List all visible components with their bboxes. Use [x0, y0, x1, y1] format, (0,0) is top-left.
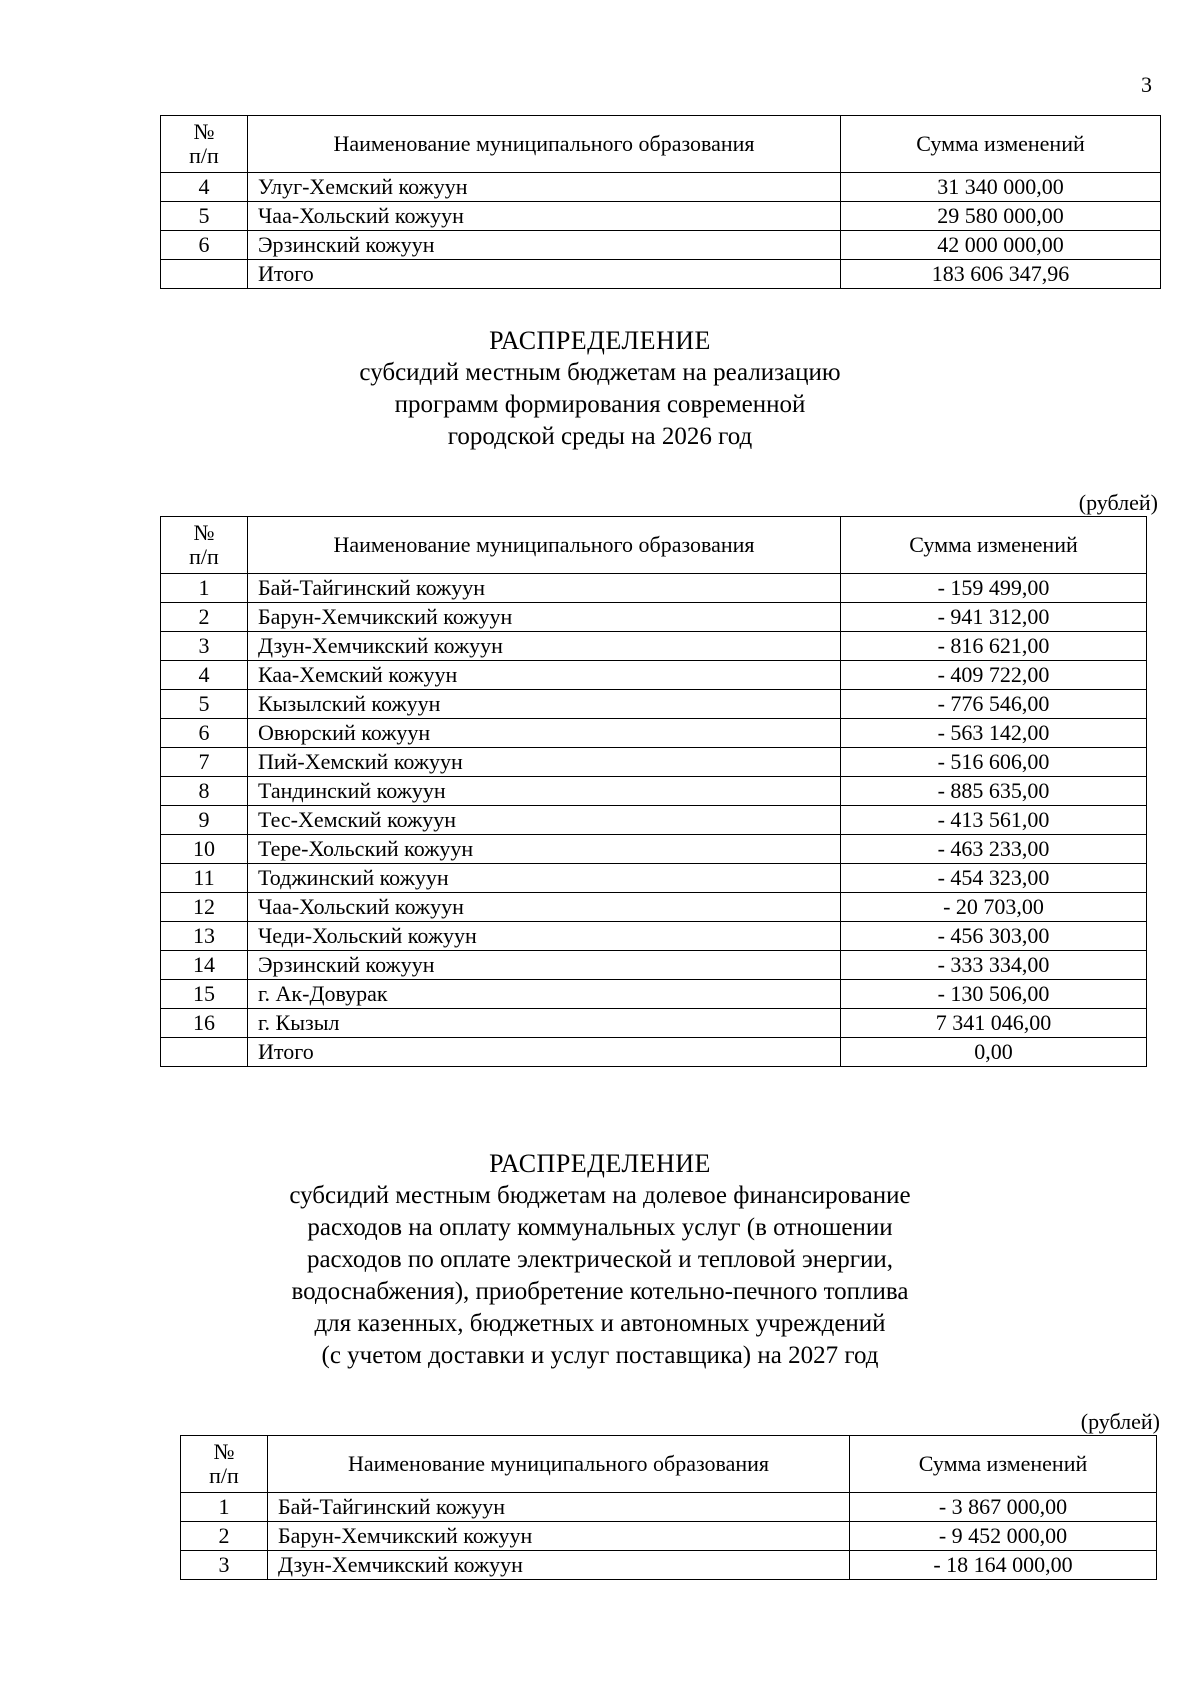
table-row	[181, 1551, 1157, 1580]
row-number	[161, 1038, 248, 1067]
table-row	[161, 922, 1147, 951]
row-number: 2	[161, 603, 248, 632]
row-sum: - 18 164 000,00	[850, 1551, 1157, 1580]
section3-heading	[0, 1148, 1200, 1372]
row-number: 16	[161, 1009, 248, 1038]
row-sum: 42 000 000,00	[841, 231, 1161, 260]
table-2027	[180, 1435, 1157, 1580]
row-name: Чеди-Хольский кожуун	[248, 922, 841, 951]
row-number: 1	[181, 1493, 268, 1522]
col-name-header: Наименование муниципального образования	[268, 1436, 850, 1493]
row-sum: - 516 606,00	[841, 748, 1147, 777]
total-row	[161, 260, 1161, 289]
table-header-row	[181, 1436, 1157, 1493]
row-sum: - 9 452 000,00	[850, 1522, 1157, 1551]
section3-units: (рублей)	[1080, 1409, 1160, 1434]
total-row	[161, 1038, 1147, 1067]
table-2026	[160, 516, 1147, 1067]
table-row	[161, 719, 1147, 748]
row-name: Тандинский кожуун	[248, 777, 841, 806]
table-row	[181, 1493, 1157, 1522]
row-number: 14	[161, 951, 248, 980]
section3-line: расходов по оплате электрической и тепловой энергии,	[306, 1246, 894, 1273]
row-name: Кызылский кожуун	[248, 690, 841, 719]
row-number: 15	[161, 980, 248, 1009]
col-number-header: № п/п	[161, 517, 248, 574]
section2-units: (рублей)	[1078, 490, 1158, 515]
row-name: Улуг-Хемский кожуун	[248, 173, 841, 202]
table-row	[161, 748, 1147, 777]
table-row	[161, 1009, 1147, 1038]
row-sum: - 3 867 000,00	[850, 1493, 1157, 1522]
row-name: Эрзинский кожуун	[248, 951, 841, 980]
row-number: 11	[161, 864, 248, 893]
row-name: Тоджинский кожуун	[248, 864, 841, 893]
section3-title: РАСПРЕДЕЛЕНИЕ	[489, 1149, 711, 1178]
row-sum: - 333 334,00	[841, 951, 1147, 980]
col-name-header: Наименование муниципального образования	[248, 517, 841, 574]
row-sum: 31 340 000,00	[841, 173, 1161, 202]
col-sum-header: Сумма изменений	[841, 517, 1147, 574]
table-continuation	[160, 115, 1161, 289]
row-number: 3	[161, 632, 248, 661]
row-number: 9	[161, 806, 248, 835]
section3-line: расходов на оплату коммунальных услуг (в отношении	[307, 1214, 893, 1241]
row-sum: - 885 635,00	[841, 777, 1147, 806]
row-number: 4	[161, 661, 248, 690]
total-sum: 0,00	[841, 1038, 1147, 1067]
table-row	[161, 893, 1147, 922]
table-row	[161, 806, 1147, 835]
row-number: 5	[161, 202, 248, 231]
row-sum: 7 341 046,00	[841, 1009, 1147, 1038]
section2-title: РАСПРЕДЕЛЕНИЕ	[489, 326, 711, 355]
section3-line: субсидий местным бюджетам на долевое финансирование	[289, 1182, 911, 1209]
section2-line: субсидий местным бюджетам на реализацию	[359, 359, 841, 386]
table-row	[161, 603, 1147, 632]
row-name: Бай-Тайгинский кожуун	[268, 1493, 850, 1522]
table-row	[161, 202, 1161, 231]
row-name: Барун-Хемчикский кожуун	[248, 603, 841, 632]
row-sum: 29 580 000,00	[841, 202, 1161, 231]
row-sum: - 413 561,00	[841, 806, 1147, 835]
col-number-header: № п/п	[161, 116, 248, 173]
row-number: 2	[181, 1522, 268, 1551]
row-sum: - 816 621,00	[841, 632, 1147, 661]
section2-line: программ формирования современной	[394, 391, 806, 418]
row-sum: - 941 312,00	[841, 603, 1147, 632]
total-label: Итого	[248, 260, 841, 289]
row-sum: - 20 703,00	[841, 893, 1147, 922]
row-name: Овюрский кожуун	[248, 719, 841, 748]
table-row	[161, 173, 1161, 202]
total-label: Итого	[248, 1038, 841, 1067]
row-name: Каа-Хемский кожуун	[248, 661, 841, 690]
row-sum: - 463 233,00	[841, 835, 1147, 864]
row-number: 6	[161, 719, 248, 748]
row-sum: - 130 506,00	[841, 980, 1147, 1009]
row-number: 8	[161, 777, 248, 806]
row-number: 3	[181, 1551, 268, 1580]
table-header-row	[161, 517, 1147, 574]
row-name: Дзун-Хемчикский кожуун	[248, 632, 841, 661]
row-number: 4	[161, 173, 248, 202]
table-row	[161, 690, 1147, 719]
row-sum: - 563 142,00	[841, 719, 1147, 748]
section3-line: водоснабжения), приобретение котельно-печного топлива	[291, 1278, 909, 1305]
row-number: 7	[161, 748, 248, 777]
row-number: 1	[161, 574, 248, 603]
row-name: Барун-Хемчикский кожуун	[268, 1522, 850, 1551]
total-sum: 183 606 347,96	[841, 260, 1161, 289]
section2-line: городской среды на 2026 год	[447, 423, 753, 450]
row-number: 10	[161, 835, 248, 864]
table-row	[161, 574, 1147, 603]
col-sum-header: Сумма изменений	[850, 1436, 1157, 1493]
row-sum: - 409 722,00	[841, 661, 1147, 690]
table-row	[181, 1522, 1157, 1551]
table-row	[161, 661, 1147, 690]
page-number: 3	[1141, 72, 1152, 97]
row-number: 5	[161, 690, 248, 719]
row-name: Пий-Хемский кожуун	[248, 748, 841, 777]
row-sum: - 456 303,00	[841, 922, 1147, 951]
table-row	[161, 777, 1147, 806]
section3-line: для казенных, бюджетных и автономных учреждений	[314, 1310, 886, 1337]
row-number: 13	[161, 922, 248, 951]
table-row	[161, 951, 1147, 980]
col-sum-header: Сумма изменений	[841, 116, 1161, 173]
row-name: Чаа-Хольский кожуун	[248, 893, 841, 922]
row-name: Чаа-Хольский кожуун	[248, 202, 841, 231]
col-name-header: Наименование муниципального образования	[248, 116, 841, 173]
table-row	[161, 864, 1147, 893]
section3-line: (с учетом доставки и услуг поставщика) на 2027 год	[321, 1342, 879, 1369]
section2-heading	[0, 325, 1200, 453]
row-name: г. Кызыл	[248, 1009, 841, 1038]
table-row	[161, 980, 1147, 1009]
row-name: Эрзинский кожуун	[248, 231, 841, 260]
table-row	[161, 632, 1147, 661]
row-sum: - 776 546,00	[841, 690, 1147, 719]
row-name: Дзун-Хемчикский кожуун	[268, 1551, 850, 1580]
col-number-header: № п/п	[181, 1436, 268, 1493]
table-row	[161, 835, 1147, 864]
row-name: г. Ак-Довурак	[248, 980, 841, 1009]
table-row	[161, 231, 1161, 260]
row-sum: - 159 499,00	[841, 574, 1147, 603]
row-number: 6	[161, 231, 248, 260]
row-name: Бай-Тайгинский кожуун	[248, 574, 841, 603]
row-number	[161, 260, 248, 289]
row-name: Тес-Хемский кожуун	[248, 806, 841, 835]
row-number: 12	[161, 893, 248, 922]
row-sum: - 454 323,00	[841, 864, 1147, 893]
table-header-row	[161, 116, 1161, 173]
row-name: Тере-Хольский кожуун	[248, 835, 841, 864]
